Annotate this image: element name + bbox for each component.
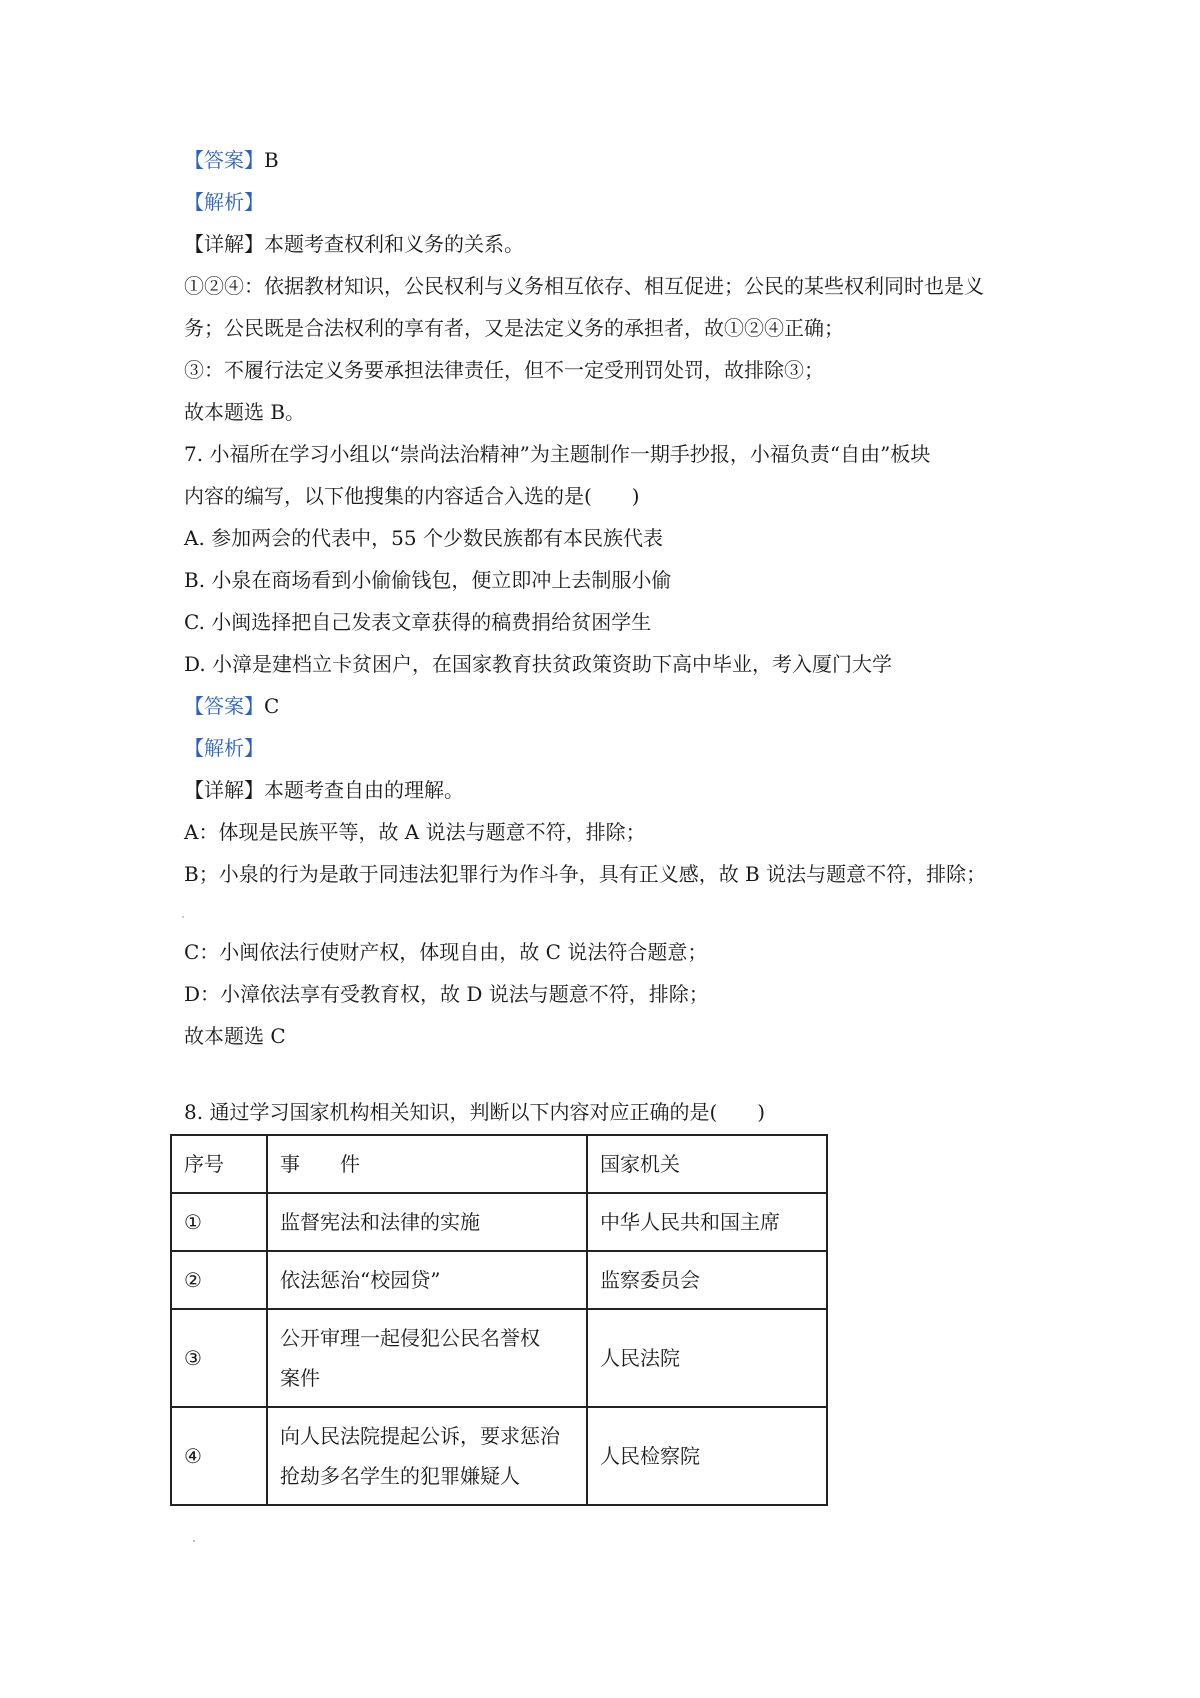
table-row xyxy=(171,1251,827,1309)
table-row xyxy=(171,1193,827,1251)
q6-detail-tag: 【详解】 xyxy=(184,232,264,256)
q7-answer-line xyxy=(184,692,279,720)
q7-detail-tag: 【详解】 xyxy=(184,778,264,802)
q7-detail-line xyxy=(184,776,464,804)
q6-explain-line-2: 务；公民既是合法权利的享有者，又是法定义务的承担者，故①②④正确； xyxy=(184,316,844,340)
row-event-line-1: 公开审理一起侵犯公民名誉权 xyxy=(280,1326,540,1350)
q7-stem-line-1: 7. 小福所在学习小组以“崇尚法治精神”为主题制作一期手抄报，小福负责“自由”板块 xyxy=(184,442,931,466)
table-row xyxy=(171,1407,827,1505)
q7-answer-value: C xyxy=(264,694,280,718)
row-event: 监督宪法和法律的实施 xyxy=(267,1193,587,1251)
q7-explain-d: D：小漳依法享有受教育权，故 D 说法与题意不符，排除； xyxy=(184,982,709,1006)
row-event-line-1: 向人民法院提起公诉，要求惩治 xyxy=(280,1424,560,1448)
row-no: ① xyxy=(171,1193,267,1251)
row-no: ② xyxy=(171,1251,267,1309)
scan-dot xyxy=(193,1540,195,1542)
row-organ: 监察委员会 xyxy=(587,1251,827,1309)
q7-explain-b: B；小泉的行为是敢于同违法犯罪行为作斗争，具有正义感，故 B 说法与题意不符，排除； xyxy=(184,862,987,886)
q6-answer-value: B xyxy=(264,148,279,172)
header-no: 序号 xyxy=(171,1135,267,1193)
row-organ: 人民法院 xyxy=(587,1309,827,1407)
row-organ: 中华人民共和国主席 xyxy=(587,1193,827,1251)
q7-option-d: D. 小漳是建档立卡贫困户，在国家教育扶贫政策资助下高中毕业，考入厦门大学 xyxy=(184,652,893,676)
row-event-line-2: 案件 xyxy=(280,1366,320,1390)
header-organ: 国家机关 xyxy=(587,1135,827,1193)
q7-option-a: A. 参加两会的代表中，55 个少数民族都有本民族代表 xyxy=(184,526,663,550)
q6-detail-text: 本题考查权利和义务的关系。 xyxy=(264,232,524,256)
q7-explain-c: C：小闽依法行使财产权，体现自由，故 C 说法符合题意； xyxy=(184,940,708,964)
q7-explain-a: A：体现是民族平等，故 A 说法与题意不符，排除； xyxy=(184,820,646,844)
table-row xyxy=(171,1309,827,1407)
row-event xyxy=(267,1309,587,1407)
table-header-row xyxy=(171,1135,827,1193)
row-event xyxy=(267,1407,587,1505)
row-no: ③ xyxy=(171,1309,267,1407)
q8-stem: 8. 通过学习国家机构相关知识，判断以下内容对应正确的是( ) xyxy=(184,1100,766,1124)
row-event: 依法惩治“校园贷” xyxy=(267,1251,587,1309)
q6-analysis-tag: 【解析】 xyxy=(184,190,264,214)
q6-conclusion: 故本题选 B。 xyxy=(184,400,306,424)
q7-answer-tag: 【答案】 xyxy=(184,694,264,718)
header-event: 事 件 xyxy=(267,1135,587,1193)
q7-analysis-tag: 【解析】 xyxy=(184,736,264,760)
row-organ: 人民检察院 xyxy=(587,1407,827,1505)
q7-conclusion: 故本题选 C xyxy=(184,1024,286,1048)
scan-dot xyxy=(182,916,184,918)
q7-detail-text: 本题考查自由的理解。 xyxy=(264,778,464,802)
row-no: ④ xyxy=(171,1407,267,1505)
q6-answer-tag: 【答案】 xyxy=(184,148,264,172)
q7-stem-line-2: 内容的编写，以下他搜集的内容适合入选的是( ) xyxy=(184,484,640,508)
q7-option-c: C. 小闽选择把自己发表文章获得的稿费捐给贫困学生 xyxy=(184,610,652,634)
q8-table xyxy=(170,1134,828,1506)
q6-explain-line-3: ③：不履行法定义务要承担法律责任，但不一定受刑罚处罚，故排除③； xyxy=(184,358,824,382)
q7-option-b: B. 小泉在商场看到小偷偷钱包，便立即冲上去制服小偷 xyxy=(184,568,672,592)
q6-explain-line-1: ①②④：依据教材知识，公民权利与义务相互依存、相互促进；公民的某些权利同时也是义 xyxy=(184,274,984,298)
q6-detail-line xyxy=(184,230,524,258)
row-event-line-2: 抢劫多名学生的犯罪嫌疑人 xyxy=(280,1464,520,1488)
q6-answer-line xyxy=(184,146,279,174)
